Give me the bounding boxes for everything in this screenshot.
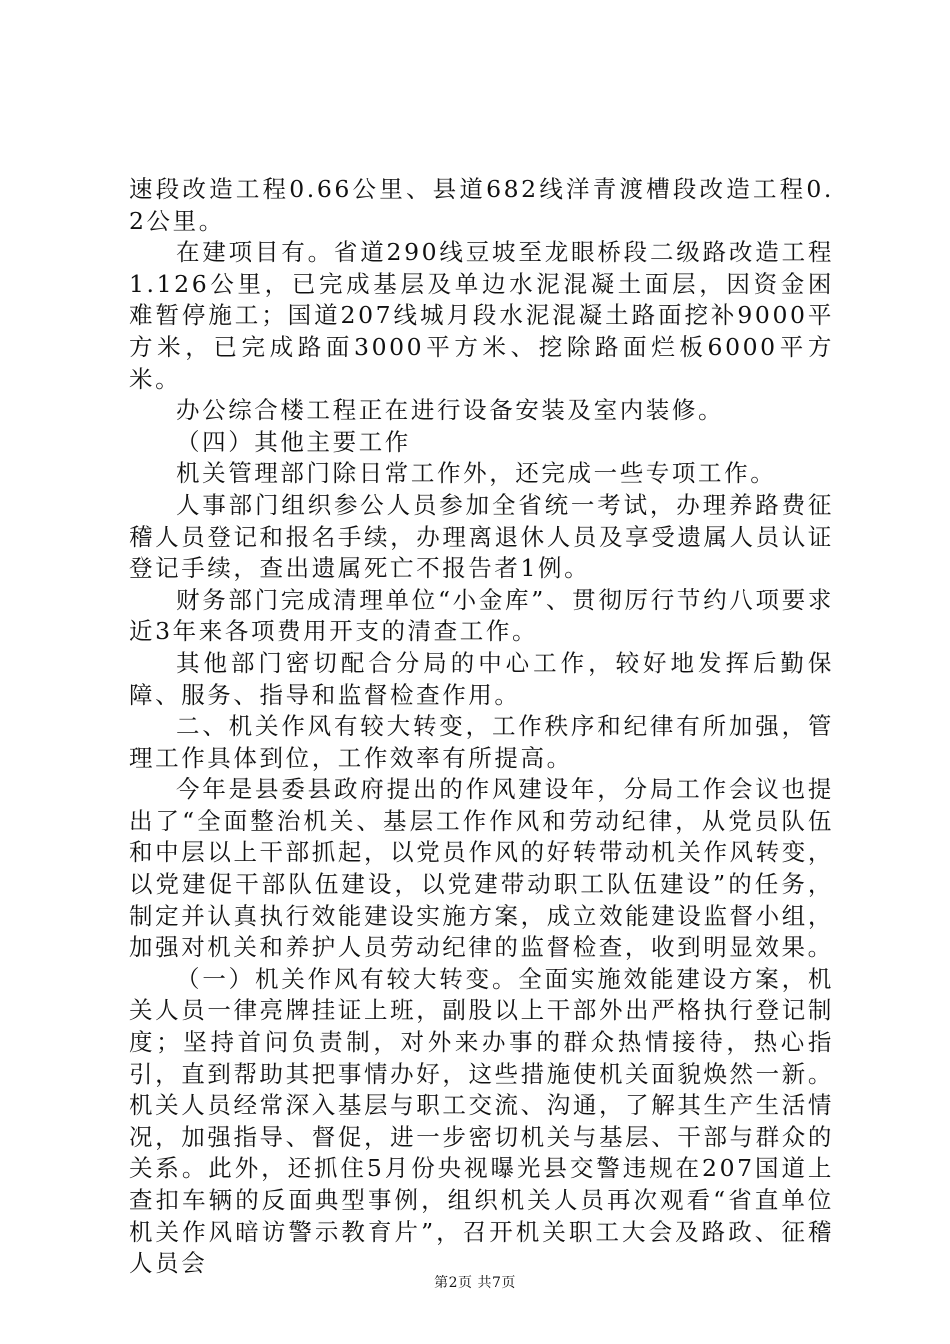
paragraph: 办公综合楼工程正在进行设备安装及室内装修。: [176, 396, 725, 425]
paragraph: （一）机关作风有较大转变。全面实施效能建设方案，机关人员一律亮牌挂证上班，副股以上干部外出严格执行登记制度；坚持首问负责制，对外来办事的群众热情接待，热心指引，直到帮助其把事情办好，这些措施使机关面貌焕然一新。机关人员经常深入基层与职工交流、沟通，了解其生产生活情况，加强指导、督促，进一步密切机关与基层、干部与群众的关系。此外，还抓住5月份央视曝光县交警违规在207国道上查扣车辆的反面典型事例，组织机关人员再次观看“省直单位机关作风暗访警示教育片”，召开机关职工大会及路政、征稽人员会: [129, 964, 834, 1278]
page-number: 第2页 共7页: [434, 1275, 516, 1291]
paragraph-continued: 速段改造工程0.66公里、县道682线洋青渡槽段改造工程0.2公里。: [129, 175, 834, 235]
paragraph: 人事部门组织参公人员参加全省统一考试，办理养路费征稽人员登记和报名手续，办理离退休人员及享受遗属人员认证登记手续，查出遗属死亡不报告者1例。: [129, 490, 834, 583]
paragraph: 在建项目有。省道290线豆坡至龙眼桥段二级路改造工程1.126公里，已完成基层及单边水泥混凝土面层，因资金困难暂停施工；国道207线城月段水泥混凝土路面挖补9000平方米，已完成路面3000平方米、挖除路面烂板6000平方米。: [129, 238, 834, 393]
document-body: [129, 174, 834, 1280]
section-heading: （四）其他主要工作: [176, 427, 411, 456]
paragraph: 机关管理部门除日常工作外，还完成一些专项工作。: [176, 459, 777, 488]
page-footer: [0, 1272, 950, 1292]
paragraph: 财务部门完成清理单位“小金库”、贯彻厉行节约八项要求近3年来各项费用开支的清查工作。: [129, 585, 834, 646]
section-heading: 二、机关作风有较大转变，工作秩序和纪律有所加强，管理工作具体到位，工作效率有所提高。: [129, 712, 834, 772]
paragraph: 今年是县委县政府提出的作风建设年，分局工作会议也提出了“全面整治机关、基层工作作风和劳动纪律，从党员队伍和中层以上干部抓起，以党员作风的好转带动机关作风转变，以党建促干部队伍建设，以党建带动职工队伍建设”的任务，制定并认真执行效能建设实施方案，成立效能建设监督小组，加强对机关和养护人员劳动纪律的监督检查，收到明显效果。: [129, 775, 834, 962]
paragraph: 其他部门密切配合分局的中心工作，较好地发挥后勤保障、服务、指导和监督检查作用。: [129, 648, 834, 709]
